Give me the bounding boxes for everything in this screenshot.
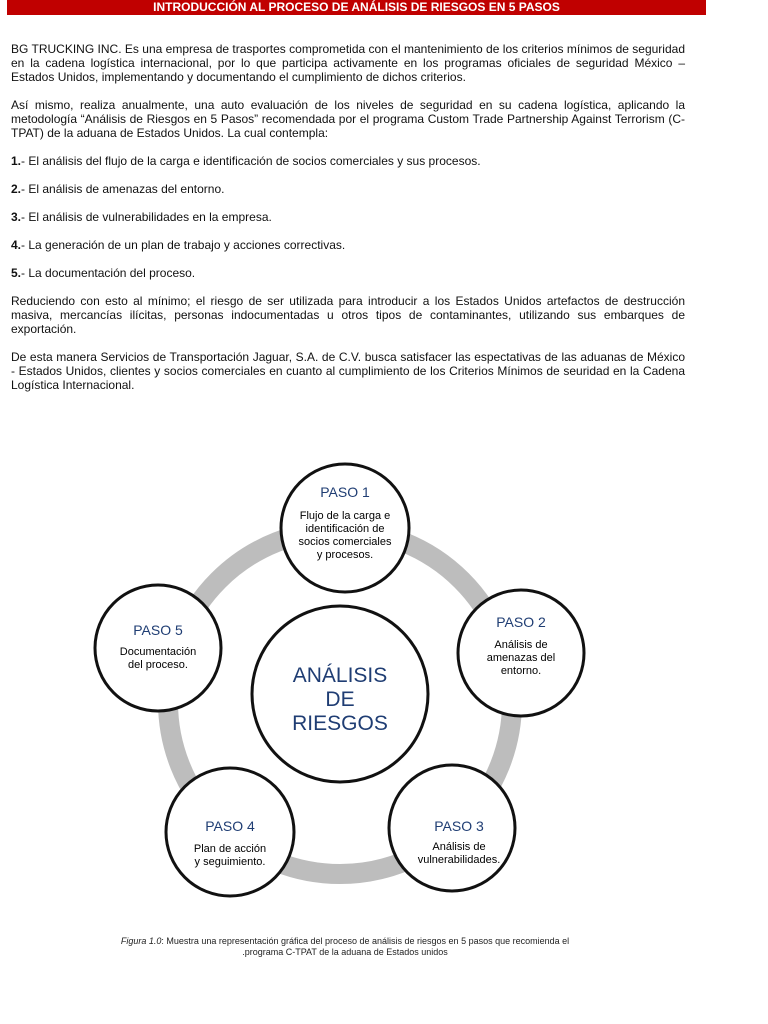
closing-paragraph: De esta manera Servicios de Transportación Jaguar, S.A. de C.V. busca satisfacer las espectativas de las aduanas de México - Estados Unidos, clientes y socios comerciales en cuanto al cumplimiento de los Criterios Mínimos de seuridad en la Cadena Logística Internacional.	[11, 350, 685, 392]
step-2-line: amenazas del	[486, 652, 556, 664]
item-text: - El análisis de amenazas del entorno.	[21, 182, 225, 196]
step-3-line: Análisis de	[432, 841, 486, 853]
list-item	[11, 210, 685, 224]
list-item	[11, 238, 685, 252]
center-line-2: DE	[325, 688, 355, 711]
step-4-circle	[166, 768, 294, 896]
figure-label: Figura 1.0	[120, 936, 162, 946]
step-2-circle	[458, 590, 584, 716]
step-2-line: entorno.	[500, 665, 542, 677]
step-4-title: PASO 4	[205, 818, 255, 834]
step-1-title: PASO 1	[320, 484, 370, 500]
figure-caption	[100, 936, 590, 958]
item-text: - El análisis de vulnerabilidades en la empresa.	[21, 210, 272, 224]
center-circle	[252, 606, 428, 782]
step-3-circle	[389, 765, 515, 891]
step-3-line: vulnerabilidades.	[417, 854, 501, 866]
item-text: - La documentación del proceso.	[21, 266, 196, 280]
step-2-line: Análisis de	[494, 639, 548, 651]
center-line-3: RIESGOS	[292, 712, 388, 735]
risk-analysis-diagram	[0, 460, 768, 920]
figure-caption-text: : Muestra una representación gráfica del proceso de análisis de riesgos en 5 pasos que recomienda el .programa C-TPAT de la aduana de Estados unidos	[161, 936, 570, 957]
step-1-line: Flujo de la carga e	[299, 510, 391, 522]
step-5-title: PASO 5	[133, 622, 183, 638]
step-5-line: Documentación	[119, 646, 197, 658]
center-line-1: ANÁLISIS	[292, 664, 388, 687]
step-1-circle	[281, 464, 409, 592]
item-number: 4.	[11, 238, 22, 252]
item-number: 1.	[11, 154, 22, 168]
step-5-line: del proceso.	[128, 659, 188, 671]
risk-paragraph: Reduciendo con esto al mínimo; el riesgo de ser utilizada para introducir a los Estados Unidos artefactos de destrucción masiva, mercancías ilícitas, personas indocumentadas u otros tipos de contaminantes, utilizando sus embarques de exportación.	[11, 294, 685, 336]
step-1-line: socios comerciales	[298, 536, 392, 548]
methodology-paragraph: Así mismo, realiza anualmente, una auto evaluación de los niveles de seguridad en su cadena logística, aplicando la metodología “Análisis de Riesgos en 5 Pasos” recomendada por el programa Custom Trade Partnership Against Terrorism (C-TPAT) de la aduana de Estados Unidos. La cual contempla:	[11, 98, 685, 140]
list-item	[11, 182, 685, 196]
step-2-title: PASO 2	[496, 614, 546, 630]
intro-paragraph: BG TRUCKING INC. Es una empresa de trasportes comprometida con el mantenimiento de los criterios mínimos de seguridad en la cadena logística internacional, por lo que participa activamente en los programas oficiales de seguridad México – Estados Unidos, implementando y documentando el cumplimiento de dichos criterios.	[11, 42, 685, 84]
document-title: INTRODUCCIÓN AL PROCESO DE ANÁLISIS DE RIESGOS EN 5 PASOS	[7, 0, 706, 15]
item-text: - La generación de un plan de trabajo y acciones correctivas.	[21, 238, 346, 252]
list-item	[11, 266, 685, 280]
step-4-line: y seguimiento.	[194, 856, 266, 868]
item-number: 3.	[11, 210, 22, 224]
item-text: - El análisis del flujo de la carga e identificación de socios comerciales y sus procesos.	[21, 154, 481, 168]
step-1-line: y procesos.	[316, 549, 374, 561]
list-item	[11, 154, 685, 168]
step-4-line: Plan de acción	[193, 843, 267, 855]
step-5-circle	[95, 585, 221, 711]
step-3-title: PASO 3	[434, 818, 484, 834]
item-number: 2.	[11, 182, 22, 196]
step-1-line: identificación de	[305, 523, 385, 535]
document-body	[11, 42, 685, 406]
item-number: 5.	[11, 266, 22, 280]
